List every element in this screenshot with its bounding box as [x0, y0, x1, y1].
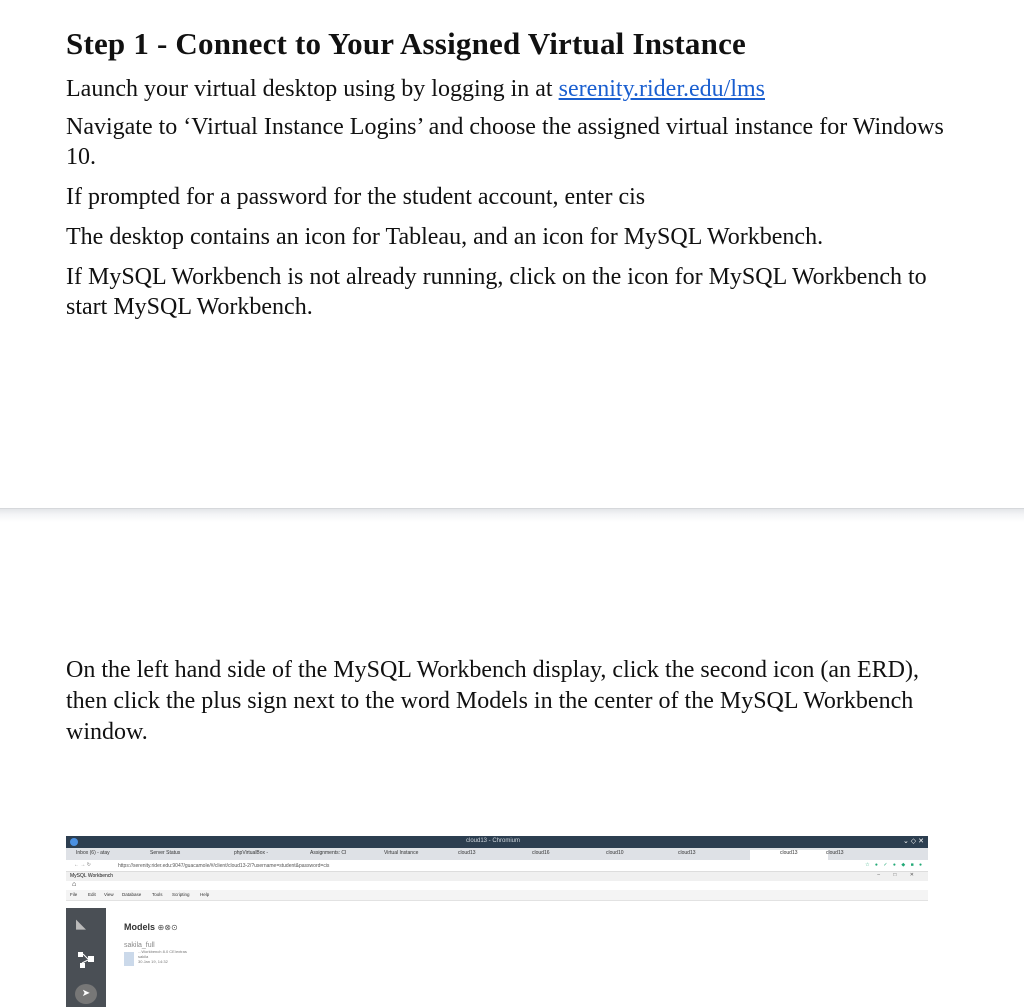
app-title: MySQL Workbench [70, 873, 114, 879]
browser-tab[interactable]: cloud13 [826, 850, 844, 856]
browser-tab[interactable]: phpVirtualBox - [234, 850, 269, 856]
browser-tab[interactable]: Server Status [150, 850, 181, 856]
page-title: Step 1 - Connect to Your Assigned Virtual Instance [66, 26, 746, 61]
menu-scripting[interactable]: Scripting [172, 892, 190, 897]
erd-models-icon[interactable] [76, 950, 96, 970]
models-label: Models [124, 922, 156, 932]
address-bar [66, 860, 928, 872]
workbench-window-controls[interactable]: – □ ✕ [877, 872, 920, 878]
window-title: cloud13 - Chromium [466, 838, 521, 844]
home-tab[interactable] [66, 881, 928, 890]
browser-tab[interactable]: cloud13 [678, 850, 696, 856]
paragraph-erd: On the left hand side of the MySQL Workbench display, click the second icon (an ERD), then click the plus sign next to the word Models in the center of the MySQL Workbench window. [66, 657, 919, 745]
menu-database[interactable]: Database [122, 892, 142, 897]
url-field[interactable]: https://serenity.rider.edu:9047/guacamole/#/client/cloud13-2/?username=student&password=cis [118, 863, 330, 869]
model-schema: sakila [138, 954, 149, 959]
dolphin-logo-icon[interactable]: ◣ [76, 916, 86, 931]
tab-strip [66, 848, 928, 860]
browser-tab[interactable]: cloud13 [458, 850, 476, 856]
model-thumbnail [124, 952, 134, 966]
browser-tab[interactable]: Inbox (6) - atay [76, 850, 110, 856]
menu-tools[interactable]: Tools [152, 892, 163, 897]
workbench-titlebar [66, 872, 928, 881]
browser-tab[interactable]: Virtual Instance [384, 850, 419, 856]
launch-text: Launch your virtual desktop using by logging in at [66, 76, 559, 102]
serenity-link[interactable]: serenity.rider.edu/lms [558, 76, 765, 102]
window-controls-icon[interactable]: ⌄ ◇ ✕ [902, 838, 924, 845]
menu-bar [66, 890, 928, 901]
page-break [0, 508, 1024, 522]
paragraph-launch [66, 74, 946, 104]
home-icon[interactable]: ⌂ [72, 881, 77, 888]
browser-tab[interactable]: cloud10 [606, 850, 624, 856]
migration-icon[interactable]: ➤ [75, 984, 97, 1004]
extension-icons[interactable]: ☆ ● ✓ ● ◆ ■ ● [865, 862, 924, 868]
chromium-titlebar [66, 836, 928, 848]
nav-arrows-icon[interactable]: ← → ↻ [74, 862, 91, 868]
browser-tab-active[interactable]: cloud13 [750, 850, 828, 860]
model-path: ...Workbench 8.0 CE/extras [138, 949, 187, 954]
browser-tab[interactable]: cloud16 [532, 850, 550, 856]
browser-tab[interactable]: Assignments: CI [310, 850, 347, 856]
chromium-logo-icon [70, 838, 78, 846]
models-heading [124, 922, 178, 932]
model-name: sakila_full [124, 942, 155, 949]
paragraph-workbench: If MySQL Workbench is not already running, click on the icon for MySQL Workbench to start MySQL Workbench. [66, 264, 927, 320]
workbench-screenshot [66, 836, 928, 1007]
menu-help[interactable]: Help [200, 892, 210, 897]
paragraph-desktop: The desktop contains an icon for Tableau, and an icon for MySQL Workbench. [66, 224, 824, 250]
paragraph-navigate: Navigate to ‘Virtual Instance Logins’ and choose the assigned virtual instance for Windows 10. [66, 114, 944, 170]
models-add-icon[interactable]: ⊕⊗⊙ [157, 923, 178, 932]
menu-edit[interactable]: Edit [88, 892, 96, 897]
model-card-sakila[interactable] [124, 942, 187, 964]
model-date: 30 Jan 19, 14:32 [138, 959, 168, 964]
menu-file[interactable]: File [70, 892, 78, 897]
menu-view[interactable]: View [104, 892, 114, 897]
workbench-sidebar [66, 908, 106, 1007]
paragraph-password: If prompted for a password for the student account, enter cis [66, 184, 646, 210]
